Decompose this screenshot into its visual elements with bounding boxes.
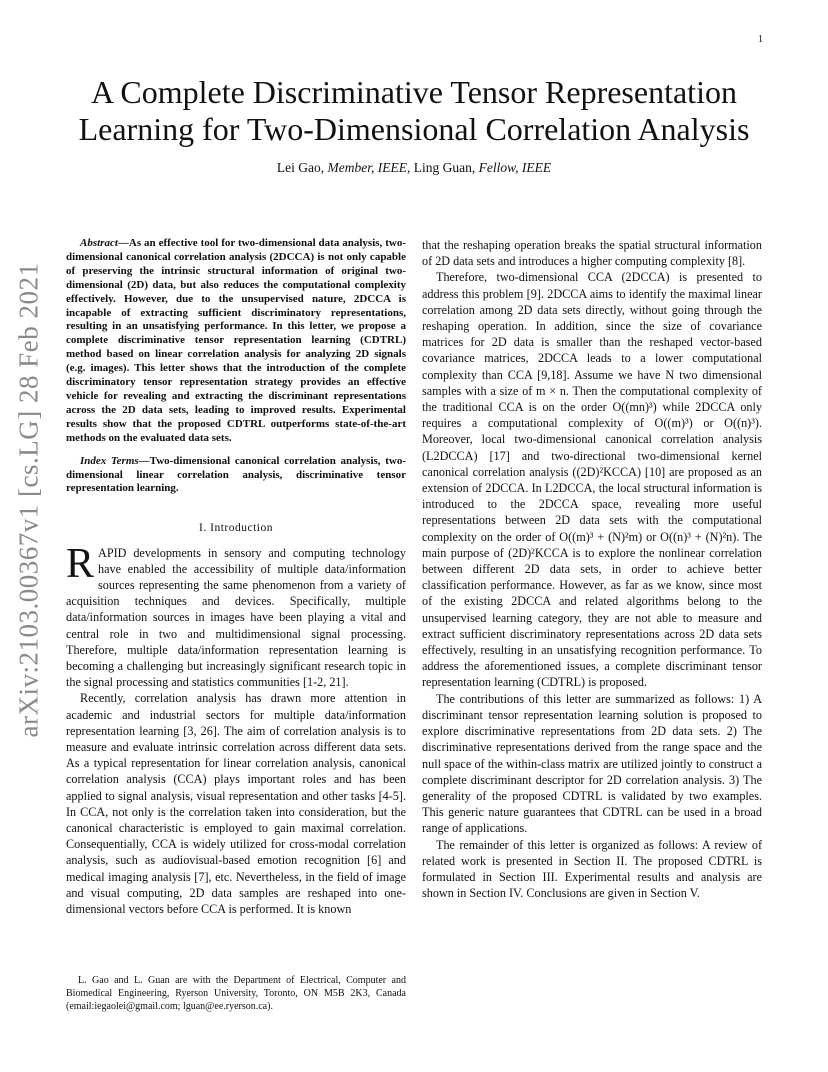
index-terms-text: —Two-dimensional canonical correlation analysis, two-dimensional linear correlation analysis, discriminative tensor representation learning. [66, 454, 406, 495]
intro-paragraph-1-text: APID developments in sensory and computing technology have enabled the accessibility of multiple data/information sources representing the same phenomenon from a variety of acquisition techniques and devices. Specifically, multiple data/information sources in images have been playing a vital and central role in two and multidimensional signal processing. Therefore, multiple data/information representation learning is becoming a challenging but increasingly significant research topic in the signal processing and statistics communities [1-2, 21]. [66, 545, 406, 690]
section-heading-introduction: I. Introduction [199, 522, 273, 535]
footnote: L. Gao and L. Guan are with the Department of Electrical, Computer and Biomedical Engineering, Ryerson University, Toronto, ON M5B 2K3, Canada (email:iegaolei@gmail.com; lguan@ee.ryerson.ca). [66, 975, 406, 1012]
index-terms [66, 455, 406, 497]
author-2-name: Ling Guan, [413, 160, 476, 175]
abstract [66, 237, 406, 446]
author-1-role: Member, IEEE, [327, 160, 411, 175]
arxiv-stamp-text: arXiv:2103.00367v1 [cs.LG] 28 Feb 2021 [13, 262, 44, 738]
abstract-label: Abstract [80, 237, 118, 249]
right-paragraph-3: The remainder of this letter is organized as follows: A review of related work is presented in Section II. The proposed CDTRL is formulated in Section III. Experimental results and analysis are shown in Section IV. Conclusions are given in Section V. [422, 837, 762, 901]
drop-cap: R [66, 540, 95, 587]
index-terms-label: Index Terms [80, 454, 139, 467]
right-paragraph-2: The contributions of this letter are summarized as follows: 1) A discriminant tensor representation learning solution is proposed to explore discriminative representations from 2D data sets. 2) The discriminative representations derived from the range space and the null space of the within-class matrix are utilized jointly to construct a complete discriminant descriptor for 2D correlation analysis. 3) The generality of the proposed CDTRL is validated by two examples. This generic nature guarantees that CDTRL can be used in a broad range of applications. [422, 691, 762, 836]
right-column [422, 237, 762, 901]
abstract-text: —As an effective tool for two-dimensional data analysis, two-dimensional canonical correlation analysis (2DCCA) is not only capable of preserving the intrinsic structural information of original two-dimensional (2D) data, but also reduces the computational complexity effectively. However, due to the unsupervised nature, 2DCCA is incapable of extracting sufficient discriminatory representations, resulting in an unsatisfying performance. In this letter, we propose a complete discriminative tensor representation learning (CDTRL) method based on linear correlation analysis for analyzing 2D signals (e.g. images). This letter shows that the introduction of the complete discriminatory tensor representation strategy provides an effective vehicle for revealing and extracting the discriminant representations across the 2D data sets, leading to improved results. Experimental results show that the proposed CDTRL outperforms state-of-the-art methods on the evaluated data sets. [66, 237, 406, 444]
author-line [40, 160, 788, 176]
paper-title: A Complete Discriminative Tensor Representation Learning for Two-Dimensional Correlation Analysis [78, 74, 750, 147]
intro-paragraph-1 [66, 540, 406, 691]
right-paragraph-1: Therefore, two-dimensional CCA (2DCCA) is presented to address this problem [9]. 2DCCA aims to identify the maximal linear correlation among 2D data sets directly, without going through the reshaping operation. In addition, since the size of covariance matrices for 2D data is smaller than the reshaped vector-based covariance matrices, 2DCCA leads to a lower computational complexity than CCA [9,18]. Assume we have N two dimensional samples with a size of m × n. Then the computational complexity of the traditional CCA is on the order O((mn)³) while 2DCCA only requires a computational complexity of O((m)³) or O((n)³). Moreover, local two-dimensional canonical correlation analysis (L2DCCA) [17] and two-directional two-dimensional kernel canonical correlation analysis ((2D)²KCCA) [10] are proposed as an extension of 2DCCA. In L2DCCA, the local structural information is introduced to the 2DCCA space, revealing more useful representations between 2D data sets with the computational complexity on the order of O((m)³ + (N)²m) or O((n)³ + (N)²n). The main purpose of (2D)²KCCA is to explore the nonlinear correlation between different 2D data sets, in order to achieve better classification performance. However, as far as we know, since most of the existing 2DCCA and related algorithms belong to the unsupervised learning category, they are not able to measure and extract sufficient discriminatory representations across 2D data sets effectively, resulting in an unsatisfying recognition performance. To address the aforementioned issues, a complete discriminant tensor representation learning (CDTRL) is proposed. [422, 270, 762, 690]
left-column [66, 237, 406, 917]
page-number: 1 [758, 34, 763, 45]
arxiv-stamp [14, 255, 44, 745]
author-1-name: Lei Gao, [276, 160, 325, 175]
right-paragraph-0: that the reshaping operation breaks the spatial structural information of 2D data sets and introduces a higher computing complexity [8]. [422, 238, 762, 269]
author-2-role: Fellow, IEEE [478, 160, 552, 175]
intro-paragraph-2: Recently, correlation analysis has drawn more attention in academic and industrial sectors for multiple data/information representation learning [3, 26]. The aim of correlation analysis is to measure and evaluate intrinsic correlation across different data sets. As a typical representation for linear correlation analysis, canonical correlation analysis (CCA) plays important roles and has been applied to signal analysis, visual representation and other tasks [4-5]. In CCA, not only is the correlation taken into consideration, but the canonical characteristic is employed to gain maximal correlation. Consequentially, CCA is widely utilized for cross-modal correlation analysis, such as audiovisual-based emotion recognition [6] and medical imaging analysis [7], etc. Nevertheless, in the field of image and visual computing, 2D data samples are reshaped into one-dimensional vectors before CCA is performed. It is known [66, 691, 406, 916]
